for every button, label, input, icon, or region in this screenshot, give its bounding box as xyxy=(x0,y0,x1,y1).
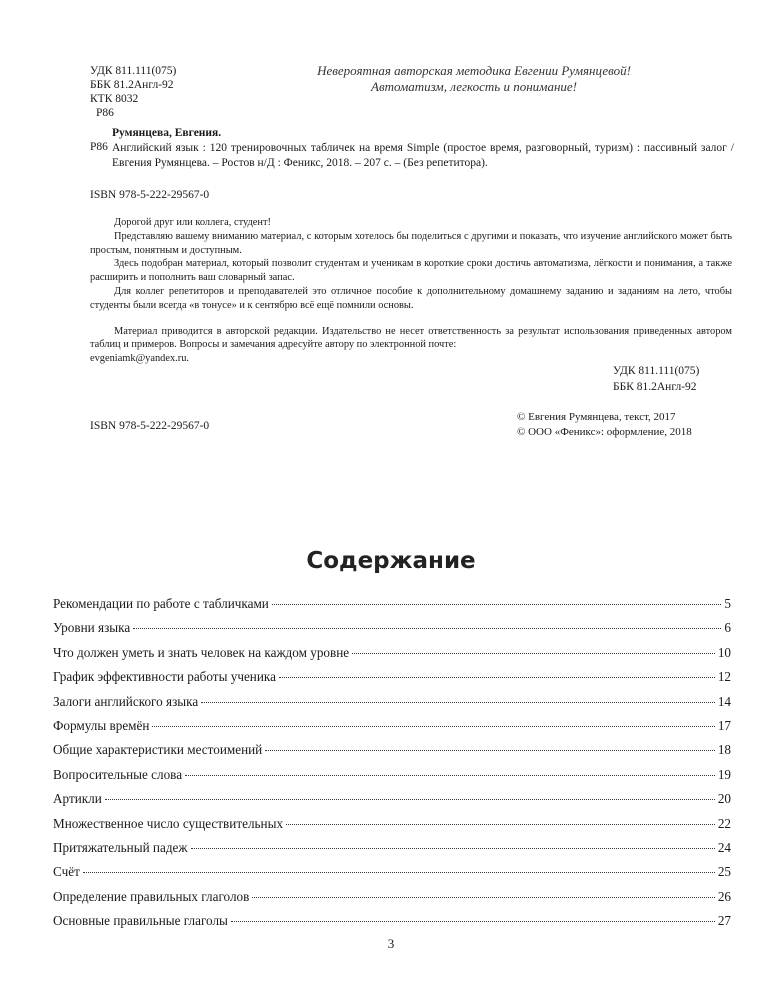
ktk-code: КТК 8032 xyxy=(90,93,139,105)
toc-leader-dots xyxy=(133,628,721,629)
intro-paragraph-4: Материал приводится в авторской редакции. Издательство не несет ответственность за результат использования приведенных автором таблиц и примеров. Вопросы и замечания адресуйте автору по электронной почте: xyxy=(90,325,732,351)
toc-title: Содержание xyxy=(306,548,476,574)
biblio-text: Английский язык : 120 тренировочных табличек на время Simple (простое время, разговорный, туризм) : пассивный залог / Евгения Румянцева. – Ростов н/Д : Феникс, 2018. – 207 с. – (Без репетитора). xyxy=(112,142,734,169)
intro-paragraph-2: Здесь подобран материал, который позволит студентам и ученикам в короткие сроки достичь автоматизма, лёгкости и понимания, а также расширить и пополнить ваш словарный запас. xyxy=(90,258,732,284)
toc-entry-label: Множественное число существительных xyxy=(53,815,284,831)
toc-leader-dots xyxy=(83,872,715,873)
toc-leader-dots xyxy=(152,726,714,727)
toc-leader-dots xyxy=(191,848,715,849)
bibliographic-record xyxy=(112,126,734,171)
toc-entry-label: Общие характеристики местоимений xyxy=(53,742,263,758)
author-mark: Р86 xyxy=(96,107,114,119)
toc-entry-page: 26 xyxy=(717,888,731,904)
toc-entry-label: Счёт xyxy=(53,864,80,880)
toc-entry[interactable] xyxy=(53,718,731,742)
slogan xyxy=(300,63,648,95)
table-of-contents xyxy=(53,596,731,937)
toc-leader-dots xyxy=(286,824,715,825)
toc-entry[interactable] xyxy=(53,620,731,644)
toc-entry-label: Залоги английского языка xyxy=(53,693,199,709)
isbn-top: ISBN 978-5-222-29567-0 xyxy=(90,189,210,201)
biblio-author: Румянцева, Евгения. xyxy=(112,127,222,139)
toc-entry-page: 22 xyxy=(717,815,731,831)
toc-entry-page: 5 xyxy=(724,596,731,611)
page-number: 3 xyxy=(387,936,395,951)
toc-entry-page: 20 xyxy=(717,791,731,807)
toc-entry-page: 25 xyxy=(717,864,731,880)
toc-entry[interactable] xyxy=(53,913,731,937)
toc-entry-label: График эффективности работы ученика xyxy=(53,669,276,685)
toc-entry[interactable] xyxy=(53,742,731,766)
toc-leader-dots xyxy=(231,921,715,922)
intro-text xyxy=(90,216,732,366)
toc-entry-page: 10 xyxy=(717,644,731,660)
biblio-author-mark: Р86 xyxy=(90,141,108,153)
toc-entry[interactable] xyxy=(53,669,731,693)
copyright-text: © Евгения Румянцева, текст, 2017 xyxy=(517,411,676,423)
toc-entry-label: Определение правильных глаголов xyxy=(53,888,250,904)
toc-entry[interactable] xyxy=(53,840,731,864)
toc-entry-label: Основные правильные глаголы xyxy=(53,913,228,929)
bbk-code-right: ББК 81.2Англ-92 xyxy=(613,381,697,393)
toc-leader-dots xyxy=(252,897,714,898)
udk-code: УДК 811.111(075) xyxy=(90,65,177,77)
toc-entry-page: 12 xyxy=(717,669,731,685)
toc-leader-dots xyxy=(272,604,722,605)
toc-entry-page: 18 xyxy=(717,742,731,758)
copyright-block xyxy=(517,410,692,440)
copyright-design: © ООО «Феникс»: оформление, 2018 xyxy=(517,426,692,438)
toc-entry[interactable] xyxy=(53,864,731,888)
toc-leader-dots xyxy=(185,775,715,776)
toc-entry[interactable] xyxy=(53,767,731,791)
udk-code-right: УДК 811.111(075) xyxy=(613,365,700,377)
toc-entry-label: Притяжательный падеж xyxy=(53,839,188,855)
toc-entry-label: Что должен уметь и знать человек на каждом уровне xyxy=(53,644,350,660)
toc-entry[interactable] xyxy=(53,645,731,669)
toc-entry[interactable] xyxy=(53,816,731,840)
slogan-line-2: Автоматизм, легкость и понимание! xyxy=(371,79,577,94)
intro-paragraph-3: Для коллег репетиторов и преподавателей это отличное пособие к дополнительному домашнему заданию и заданиям на лето, чтобы студенты были всегда «в тонусе» и к сентябрю всё ещё помнили основы. xyxy=(90,285,732,311)
toc-entry-page: 27 xyxy=(717,913,731,929)
toc-entry-page: 17 xyxy=(717,717,731,733)
isbn-bottom: ISBN 978-5-222-29567-0 xyxy=(90,420,210,432)
toc-entry[interactable] xyxy=(53,791,731,815)
toc-entry-page: 19 xyxy=(717,766,731,782)
intro-paragraph-1: Представляю вашему вниманию материал, с которым хотелось бы поделиться с другими и показать, что изучение английского может быть простым, понятным и доступным. xyxy=(90,230,732,256)
toc-entry-label: Формулы времён xyxy=(53,717,150,733)
catalog-codes xyxy=(90,64,176,120)
toc-entry-page: 14 xyxy=(717,693,731,709)
slogan-line-1: Невероятная авторская методика Евгении Румянцевой! xyxy=(317,63,631,78)
toc-entry-page: 24 xyxy=(717,839,731,855)
toc-leader-dots xyxy=(105,799,715,800)
toc-entry-page: 6 xyxy=(724,620,731,636)
author-email[interactable]: evgeniamk@yandex.ru. xyxy=(90,353,190,365)
toc-entry-label: Вопросительные слова xyxy=(53,766,183,782)
toc-entry[interactable] xyxy=(53,694,731,718)
toc-entry[interactable] xyxy=(53,889,731,913)
toc-entry-label: Рекомендации по работе с табличками xyxy=(53,596,269,611)
intro-greeting: Дорогой друг или коллега, студент! xyxy=(114,217,271,228)
toc-leader-dots xyxy=(265,750,715,751)
toc-entry[interactable] xyxy=(53,596,731,620)
toc-leader-dots xyxy=(279,677,715,678)
toc-leader-dots xyxy=(352,653,715,654)
toc-entry-label: Уровни языка xyxy=(53,620,131,636)
toc-entry-label: Артикли xyxy=(53,791,102,807)
catalog-codes-right xyxy=(613,363,699,395)
bbk-code: ББК 81.2Англ-92 xyxy=(90,79,174,91)
toc-leader-dots xyxy=(201,702,715,703)
